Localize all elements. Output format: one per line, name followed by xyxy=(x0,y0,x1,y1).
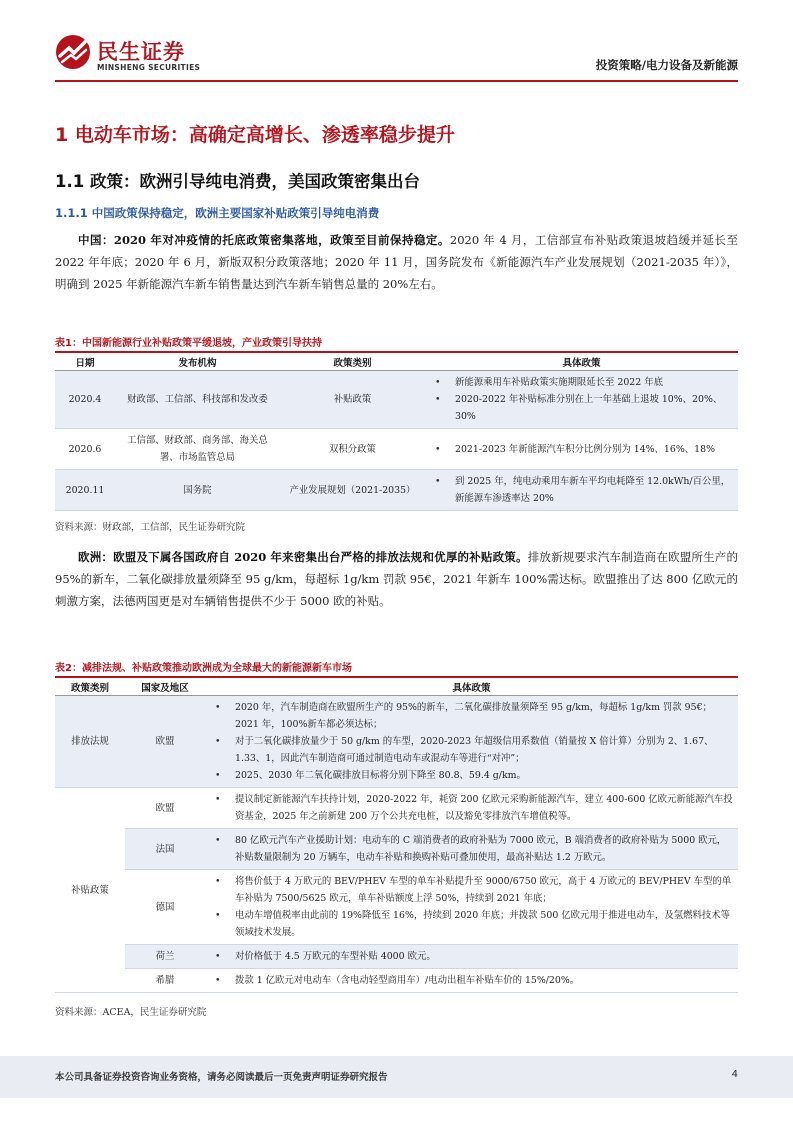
table1-header-date: 日期 xyxy=(55,352,115,371)
section-heading-1: 1 电动车市场：高确定高增长、渗透率稳步提升 xyxy=(55,124,455,146)
policy-bullet: • 2020 年，汽车制造商在欧盟所生产的 95%的新车，二氧化碳排放量须降至 95 g/km，每超标 1g/km 罚款 95€；2021 年，100%新车都必须达标； xyxy=(235,699,734,733)
table-row xyxy=(55,429,738,470)
section-heading-1-1: 1.1 政策：欧洲引导纯电消费，美国政策密集出台 xyxy=(55,172,420,191)
table-cell-detail xyxy=(205,969,738,993)
policy-bullet: • 到 2025 年，纯电动乘用车新车平均电耗降至 12.0kWh/百公里，新能源车渗透率达 20% xyxy=(455,473,734,507)
table2-source: 资料来源：ACEA，民生证券研究院 xyxy=(55,1007,207,1018)
table-cell-region: 欧盟 xyxy=(125,788,205,829)
policy-bullet: • 2021-2023 年新能源汽车积分比例分别为 14%、16%、18% xyxy=(455,441,734,458)
table-cell-region: 荷兰 xyxy=(125,945,205,969)
table-cell-detail xyxy=(205,945,738,969)
table1-caption: 表1：中国新能源行业补贴政策平缓退坡，产业政策引导扶持 xyxy=(55,338,322,349)
table1-header-detail: 具体政策 xyxy=(425,352,738,371)
table-cell-date: 2020.6 xyxy=(55,429,115,470)
china-body: 2020 年 4 月，工信部宣布补贴政策退坡趋缓并延长至 2022 年年底；2020 年 6 月，新版双积分政策落地；2020 年 11 月，国务院发布《新能源汽车产业发展规划（2021-2035 年）》，明确到 2025 年新能源汽车新车销售量达到汽车新车销售总量的 20%左右。 xyxy=(55,233,738,291)
logo-chinese-name: 民生证券 xyxy=(97,40,185,64)
section-heading-1-1-1: 1.1.1 中国政策保持稳定，欧洲主要国家补贴政策引导纯电消费 xyxy=(55,206,380,220)
table-cell-category: 排放法规 xyxy=(55,696,125,788)
table-cell-region: 德国 xyxy=(125,870,205,945)
table-row xyxy=(55,696,738,788)
table-cell-date: 2020.4 xyxy=(55,371,115,429)
policy-bullet: • 2020-2022 年补贴标准分别在上一年基础上退坡 10%、20%、30% xyxy=(455,391,734,425)
table-cell-detail xyxy=(205,829,738,870)
table-cell-org: 工信部、财政部、商务部、海关总署、市场监管总局 xyxy=(115,429,280,470)
table1-header-type: 政策类别 xyxy=(280,352,425,371)
table-cell-detail xyxy=(205,788,738,829)
table-row xyxy=(55,969,738,993)
page-number: 4 xyxy=(731,1069,738,1080)
header-divider xyxy=(55,80,738,82)
table-cell-detail xyxy=(205,696,738,788)
table2-header-row xyxy=(55,677,738,696)
table2-header-category: 政策类别 xyxy=(55,677,125,696)
china-paragraph xyxy=(55,229,738,295)
policy-bullet: • 新能源乘用车补贴政策实施期限延长至 2022 年底 xyxy=(455,374,734,391)
table-cell-detail xyxy=(205,870,738,945)
table2-caption: 表2：减排法规、补贴政策推动欧洲成为全球最大的新能源新车市场 xyxy=(55,663,352,674)
policy-bullet: • 对价格低于 4.5 万欧元的车型补贴 4000 欧元。 xyxy=(235,948,734,965)
table-cell-detail xyxy=(425,371,738,429)
table-cell-type: 双积分政策 xyxy=(280,429,425,470)
table2-header-region: 国家及地区 xyxy=(125,677,205,696)
policy-bullet: • 对于二氧化碳排放量少于 50 g/km 的车型，2020-2023 年超级信用系数值（销量按 X 倍计算）分别为 2、1.67、1.33、1，因此汽车制造商可通过制造电动车或混动车等进行“对冲”； xyxy=(235,733,734,767)
table-cell-date: 2020.11 xyxy=(55,470,115,511)
europe-body: 排放新规要求汽车制造商在欧盟所生产的 95%的新车，二氧化碳排放量须降至 95 g/km，每超标 1g/km 罚款 95€，2021 年新车 100%需达标。欧盟推出了达 800 亿欧元的刺激方案，法德两国更是对车辆销售提供不少于 5000 欧的补贴。 xyxy=(55,550,739,608)
table-cell-detail xyxy=(425,470,738,511)
europe-paragraph xyxy=(55,546,738,612)
report-category: 投资策略/电力设备及新能源 xyxy=(595,58,738,72)
table-cell-region: 欧盟 xyxy=(125,696,205,788)
policy-bullet: • 将售价低于 4 万欧元的 BEV/PHEV 车型的单车补贴提升至 9000/6750 欧元，高于 4 万欧元的 BEV/PHEV 车型的单车补贴为 7500/5625 欧元，单车补贴额度上浮 50%，持续到 2021 年底； xyxy=(235,873,734,907)
table1-source: 资料来源：财政部，工信部，民生证券研究院 xyxy=(55,522,246,533)
table-cell-region: 法国 xyxy=(125,829,205,870)
table1 xyxy=(55,351,738,511)
table-cell-org: 国务院 xyxy=(115,470,280,511)
table-cell-detail xyxy=(425,429,738,470)
table-row xyxy=(55,870,738,945)
table-cell-type: 补贴政策 xyxy=(280,371,425,429)
footer-disclaimer: 本公司具备证券投资咨询业务资格，请务必阅读最后一页免责声明证券研究报告 xyxy=(55,1072,388,1083)
table1-header-org: 发布机构 xyxy=(115,352,280,371)
policy-bullet: • 80 亿欧元汽车产业援助计划：电动车的 C 端消费者的政府补贴为 7000 欧元，B 端消费者的政府补贴为 5000 欧元，补贴数量限制为 20 万辆车，电动车补贴和换购补贴可叠加使用，最高补贴达 1.2 万欧元。 xyxy=(235,832,734,866)
table-cell-category: 补贴政策 xyxy=(55,788,125,993)
logo-english-name: MINSHENG SECURITIES xyxy=(97,63,201,72)
table-row xyxy=(55,945,738,969)
page-header xyxy=(0,0,793,86)
table-row xyxy=(55,788,738,829)
table1-header-row xyxy=(55,352,738,371)
policy-bullet: • 电动车增值税率由此前的 19%降低至 16%，持续到 2020 年底；并拨款 500 亿欧元用于推进电动车，及氢燃料技术等领域技术发展。 xyxy=(235,907,734,941)
table-row xyxy=(55,470,738,511)
table-cell-org: 财政部、工信部、科技部和发改委 xyxy=(115,371,280,429)
policy-bullet: • 2025、2030 年二氧化碳排放目标将分别下降至 80.8、59.4 g/km。 xyxy=(235,767,734,784)
table-cell-type: 产业发展规划（2021-2035） xyxy=(280,470,425,511)
table2 xyxy=(55,676,738,993)
logo-mark-icon xyxy=(55,34,91,70)
europe-lead: 欧洲：欧盟及下属各国政府自 2020 年来密集出台严格的排放法规和优厚的补贴政策。 xyxy=(78,550,528,564)
table-cell-region: 希腊 xyxy=(125,969,205,993)
policy-bullet: • 提议制定新能源汽车扶持计划，2020-2022 年，耗资 200 亿欧元采购新能源汽车，建立 400-600 亿欧元新能源汽车投资基金，2025 年之前新建 200 万个公共充电桩，以及豁免零排放汽车增值税等。 xyxy=(235,791,734,825)
table2-header-detail: 具体政策 xyxy=(205,677,738,696)
table-row xyxy=(55,829,738,870)
china-lead: 中国：2020 年对冲疫情的托底政策密集落地，政策至目前保持稳定。 xyxy=(78,233,450,247)
policy-bullet: • 拨款 1 亿欧元对电动车（含电动轻型商用车）/电动出租车补贴车价的 15%/20%。 xyxy=(235,972,734,989)
company-logo xyxy=(55,34,215,78)
table-row xyxy=(55,371,738,429)
